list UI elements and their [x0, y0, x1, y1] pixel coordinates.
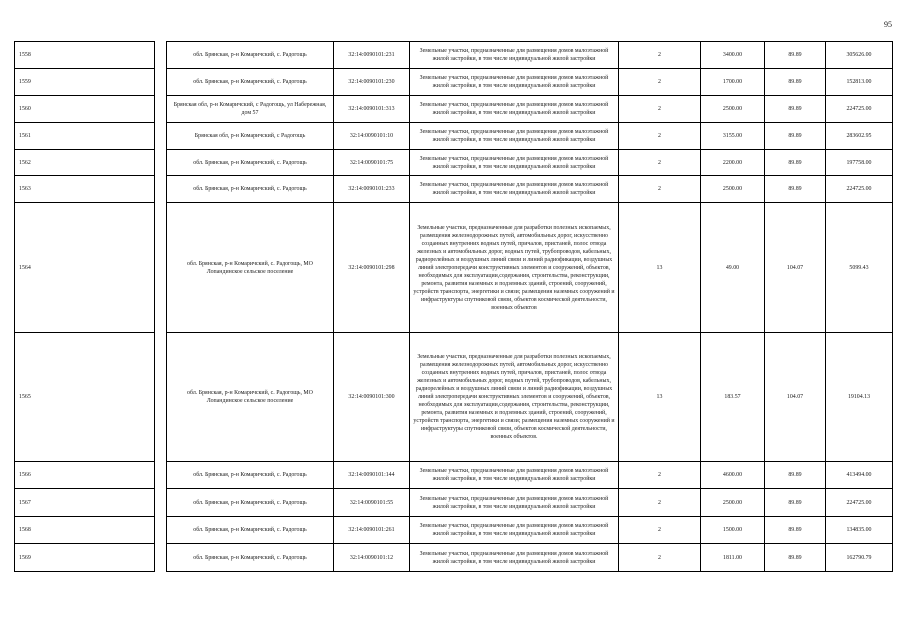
cadastral-number-cell: 32:14:0090101:12 — [334, 544, 410, 572]
area-cell: 3400.00 — [701, 42, 765, 69]
record-number-cell: 1567 — [15, 489, 155, 517]
address-cell: обл. Брянская, р-н Комаричский, с. Радогощь — [167, 517, 334, 544]
cadastral-value-cell: 224725.00 — [826, 489, 893, 517]
category-code-cell: 2 — [619, 517, 701, 544]
page-number: 95 — [884, 20, 892, 29]
area-cell: 2500.00 — [701, 176, 765, 203]
spacer-cell — [155, 123, 167, 150]
spacer-cell — [155, 203, 167, 333]
land-use-description-cell: Земельные участки, предназначенные для размещения домов малоэтажной жилой застройки, в том числе индивидуальной жилой застройки — [410, 544, 619, 572]
category-code-cell: 2 — [619, 544, 701, 572]
table-row — [15, 42, 893, 69]
spacer-cell — [155, 333, 167, 462]
table-row — [15, 544, 893, 572]
table-row — [15, 123, 893, 150]
address-cell: обл. Брянская, р-н Комаричский, с. Радогощь — [167, 489, 334, 517]
cadastral-value-cell: 224725.00 — [826, 96, 893, 123]
spacer-cell — [155, 176, 167, 203]
record-number-cell: 1558 — [15, 42, 155, 69]
cadastral-value-cell: 152813.00 — [826, 69, 893, 96]
table-row — [15, 150, 893, 176]
record-number-cell: 1561 — [15, 123, 155, 150]
cadastral-value-cell: 305626.00 — [826, 42, 893, 69]
land-use-description-cell: Земельные участки, предназначенные для размещения домов малоэтажной жилой застройки, в том числе индивидуальной жилой застройки — [410, 150, 619, 176]
rate-cell: 89.89 — [765, 96, 826, 123]
record-number-cell: 1559 — [15, 69, 155, 96]
cadastral-value-cell: 224725.00 — [826, 176, 893, 203]
address-cell: Брянская обл, р-н Комаричский, с Радогощь — [167, 123, 334, 150]
spacer-cell — [155, 150, 167, 176]
cadastral-number-cell: 32:14:0090101:298 — [334, 203, 410, 333]
table-row — [15, 176, 893, 203]
spacer-cell — [155, 489, 167, 517]
category-code-cell: 13 — [619, 203, 701, 333]
cadastral-value-cell: 134835.00 — [826, 517, 893, 544]
rate-cell: 89.89 — [765, 123, 826, 150]
category-code-cell: 2 — [619, 96, 701, 123]
land-register-table — [14, 41, 893, 572]
table-row — [15, 489, 893, 517]
land-use-description-cell: Земельные участки, предназначенные для размещения домов малоэтажной жилой застройки, в том числе индивидуальной жилой застройки — [410, 123, 619, 150]
record-number-cell: 1564 — [15, 203, 155, 333]
land-use-description-cell: Земельные участки, предназначенные для размещения домов малоэтажной жилой застройки, в том числе индивидуальной жилой застройки — [410, 42, 619, 69]
record-number-cell: 1568 — [15, 517, 155, 544]
land-use-description-cell: Земельные участки, предназначенные для размещения домов малоэтажной жилой застройки, в том числе индивидуальной жилой застройки — [410, 69, 619, 96]
table-row — [15, 517, 893, 544]
area-cell: 1700.00 — [701, 69, 765, 96]
category-code-cell: 2 — [619, 462, 701, 489]
spacer-cell — [155, 544, 167, 572]
category-code-cell: 2 — [619, 123, 701, 150]
cadastral-number-cell: 32:14:0090101:10 — [334, 123, 410, 150]
spacer-cell — [155, 96, 167, 123]
cadastral-value-cell: 197758.00 — [826, 150, 893, 176]
area-cell: 3155.00 — [701, 123, 765, 150]
area-cell: 2500.00 — [701, 96, 765, 123]
category-code-cell: 2 — [619, 150, 701, 176]
address-cell: обл. Брянская, р-н Комаричский, с. Радогощь — [167, 176, 334, 203]
rate-cell: 89.89 — [765, 462, 826, 489]
cadastral-value-cell: 283602.95 — [826, 123, 893, 150]
category-code-cell: 2 — [619, 69, 701, 96]
cadastral-value-cell: 162790.79 — [826, 544, 893, 572]
address-cell: обл. Брянская, р-н Комаричский, с. Радогощь — [167, 544, 334, 572]
cadastral-value-cell: 19104.13 — [826, 333, 893, 462]
rate-cell: 104.07 — [765, 203, 826, 333]
cadastral-number-cell: 32:14:0090101:233 — [334, 176, 410, 203]
address-cell: обл. Брянская, р-н Комаричский, с. Радогощь — [167, 462, 334, 489]
address-cell: обл. Брянская, р-н Комаричский, с. Радогощь, МО Лопандинское сельское поселение — [167, 333, 334, 462]
rate-cell: 89.89 — [765, 69, 826, 96]
cadastral-number-cell: 32:14:0090101:230 — [334, 69, 410, 96]
rate-cell: 89.89 — [765, 489, 826, 517]
table-row — [15, 462, 893, 489]
address-cell: обл. Брянская, р-н Комаричский, с. Радогощь, МО Лопандинское сельское поселение — [167, 203, 334, 333]
table-row — [15, 333, 893, 462]
category-code-cell: 2 — [619, 489, 701, 517]
record-number-cell: 1569 — [15, 544, 155, 572]
rate-cell: 104.07 — [765, 333, 826, 462]
category-code-cell: 2 — [619, 176, 701, 203]
land-use-description-cell: Земельные участки, предназначенные для размещения домов малоэтажной жилой застройки, в том числе индивидуальной жилой застройки — [410, 462, 619, 489]
cadastral-value-cell: 413494.00 — [826, 462, 893, 489]
area-cell: 4600.00 — [701, 462, 765, 489]
address-cell: обл. Брянская, р-н Комаричский, с. Радогощь — [167, 42, 334, 69]
spacer-cell — [155, 69, 167, 96]
cadastral-number-cell: 32:14:0090101:231 — [334, 42, 410, 69]
record-number-cell: 1560 — [15, 96, 155, 123]
category-code-cell: 13 — [619, 333, 701, 462]
category-code-cell: 2 — [619, 42, 701, 69]
spacer-cell — [155, 42, 167, 69]
rate-cell: 89.89 — [765, 176, 826, 203]
land-use-description-cell: Земельные участки, предназначенные для разработки полезных ископаемых, размещения железнодорожных путей, автомобильных дорог, искусственно созданных внутренних водных путей, причалов, пристаней, полос отвода железных и автомобильных дорог, водных путей, трубопроводов, кабельных, радиорелейных и воздушных линий связи и линий радиофикации, воздушных линий электропередачи конструктивных элементов и сооружений, объектов, необходимых для эксплуатации,содержания, строительства, реконструкции, ремонта, развития наземных и подземных зданий, строений, сооружений, устройств транспорта, энергетики и связи; размещения наземных сооружений и инфраструктуры спутниковой связи, объектов космической деятельности, военных объектов. — [410, 333, 619, 462]
cadastral-number-cell: 32:14:0090101:144 — [334, 462, 410, 489]
area-cell: 2500.00 — [701, 489, 765, 517]
cadastral-number-cell: 32:14:0090101:313 — [334, 96, 410, 123]
cadastral-value-cell: 5099.43 — [826, 203, 893, 333]
area-cell: 2200.00 — [701, 150, 765, 176]
table-row — [15, 96, 893, 123]
rate-cell: 89.89 — [765, 544, 826, 572]
record-number-cell: 1566 — [15, 462, 155, 489]
record-number-cell: 1565 — [15, 333, 155, 462]
record-number-cell: 1563 — [15, 176, 155, 203]
cadastral-number-cell: 32:14:0090101:300 — [334, 333, 410, 462]
land-use-description-cell: Земельные участки, предназначенные для размещения домов малоэтажной жилой застройки, в том числе индивидуальной жилой застройки — [410, 176, 619, 203]
address-cell: обл. Брянская, р-н Комаричский, с. Радогощь — [167, 69, 334, 96]
rate-cell: 89.89 — [765, 42, 826, 69]
table-row — [15, 203, 893, 333]
cadastral-number-cell: 32:14:0090101:261 — [334, 517, 410, 544]
land-use-description-cell: Земельные участки, предназначенные для разработки полезных ископаемых, размещения железнодорожных путей, автомобильных дорог, искусственно созданных внутренних водных путей, причалов, пристаней, полос отвода железных и автомобильных дорог, водных путей, трубопроводов, кабельных, радиорелейных и воздушных линий связи и линий радиофикации, воздушных линий электропередачи конструктивных элементов и сооружений, объектов, необходимых для эксплуатации,содержания, строительства, реконструкции, ремонта, развития наземных и подземных зданий, строений, сооружений, устройств транспорта, энергетики и связи; размещения наземных сооружений и инфраструктуры спутниковой связи, объектов космической деятельности, военных объектов — [410, 203, 619, 333]
spacer-cell — [155, 517, 167, 544]
spacer-cell — [155, 462, 167, 489]
rate-cell: 89.89 — [765, 150, 826, 176]
area-cell: 1500.00 — [701, 517, 765, 544]
land-use-description-cell: Земельные участки, предназначенные для размещения домов малоэтажной жилой застройки, в том числе индивидуальной жилой застройки — [410, 489, 619, 517]
cadastral-number-cell: 32:14:0090101:75 — [334, 150, 410, 176]
record-number-cell: 1562 — [15, 150, 155, 176]
table-row — [15, 69, 893, 96]
area-cell: 183.57 — [701, 333, 765, 462]
area-cell: 49.00 — [701, 203, 765, 333]
land-use-description-cell: Земельные участки, предназначенные для размещения домов малоэтажной жилой застройки, в том числе индивидуальной жилой застройки — [410, 517, 619, 544]
land-use-description-cell: Земельные участки, предназначенные для размещения домов малоэтажной жилой застройки, в том числе индивидуальной жилой застройки — [410, 96, 619, 123]
area-cell: 1811.00 — [701, 544, 765, 572]
rate-cell: 89.89 — [765, 517, 826, 544]
cadastral-number-cell: 32:14:0090101:55 — [334, 489, 410, 517]
address-cell: обл. Брянская, р-н Комаричский, с. Радогощь — [167, 150, 334, 176]
address-cell: Брянская обл, р-н Комаричский, с Радогощь, ул Набережная, дом 57 — [167, 96, 334, 123]
table-body — [15, 42, 893, 572]
